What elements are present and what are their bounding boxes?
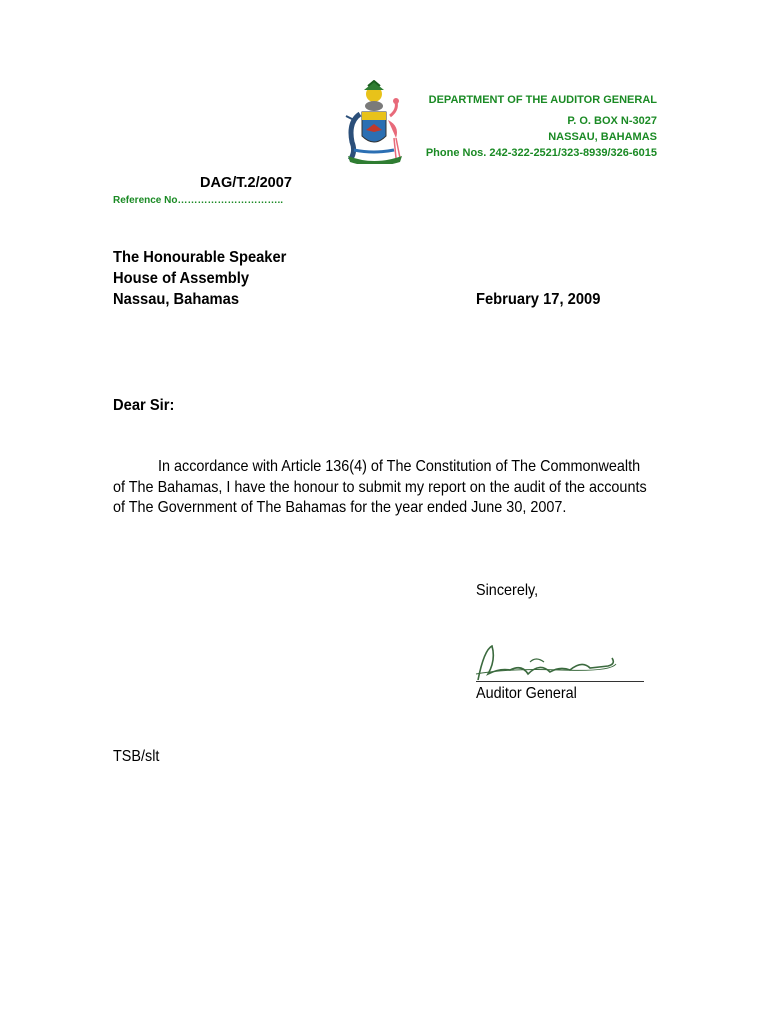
recipient-line-3: Nassau, Bahamas <box>113 291 240 308</box>
body-line-2: of The Bahamas, I have the honour to submit my report on the audit of the accounts <box>113 478 647 496</box>
po-box: P. O. BOX N-3027 <box>567 115 657 127</box>
coat-of-arms-icon <box>340 80 408 164</box>
recipient-line-2: House of Assembly <box>113 270 250 287</box>
reference-number: DAG/T.2/2007 <box>200 175 292 191</box>
signer-title: Auditor General <box>476 685 577 702</box>
body-line-3: of The Government of The Bahamas for the year ended June 30, 2007. <box>113 499 567 516</box>
signature-line <box>476 681 644 682</box>
salutation: Dear Sir: <box>113 397 175 414</box>
body-line-1: In accordance with Article 136(4) of The Constitution of The Commonwealth <box>158 458 641 475</box>
typist-initials: TSB/slt <box>113 748 160 765</box>
reference-label: Reference No………………………….. <box>113 195 284 206</box>
phone-numbers: Phone Nos. 242-322-2521/323-8939/326-6015 <box>425 147 657 159</box>
closing: Sincerely, <box>476 582 539 599</box>
letter-date: February 17, 2009 <box>476 291 601 308</box>
city: NASSAU, BAHAMAS <box>548 131 657 143</box>
department-name: DEPARTMENT OF THE AUDITOR GENERAL <box>428 94 657 106</box>
recipient-line-1: The Honourable Speaker <box>113 249 287 266</box>
letterhead-block <box>400 92 657 161</box>
letter-body <box>113 457 647 519</box>
